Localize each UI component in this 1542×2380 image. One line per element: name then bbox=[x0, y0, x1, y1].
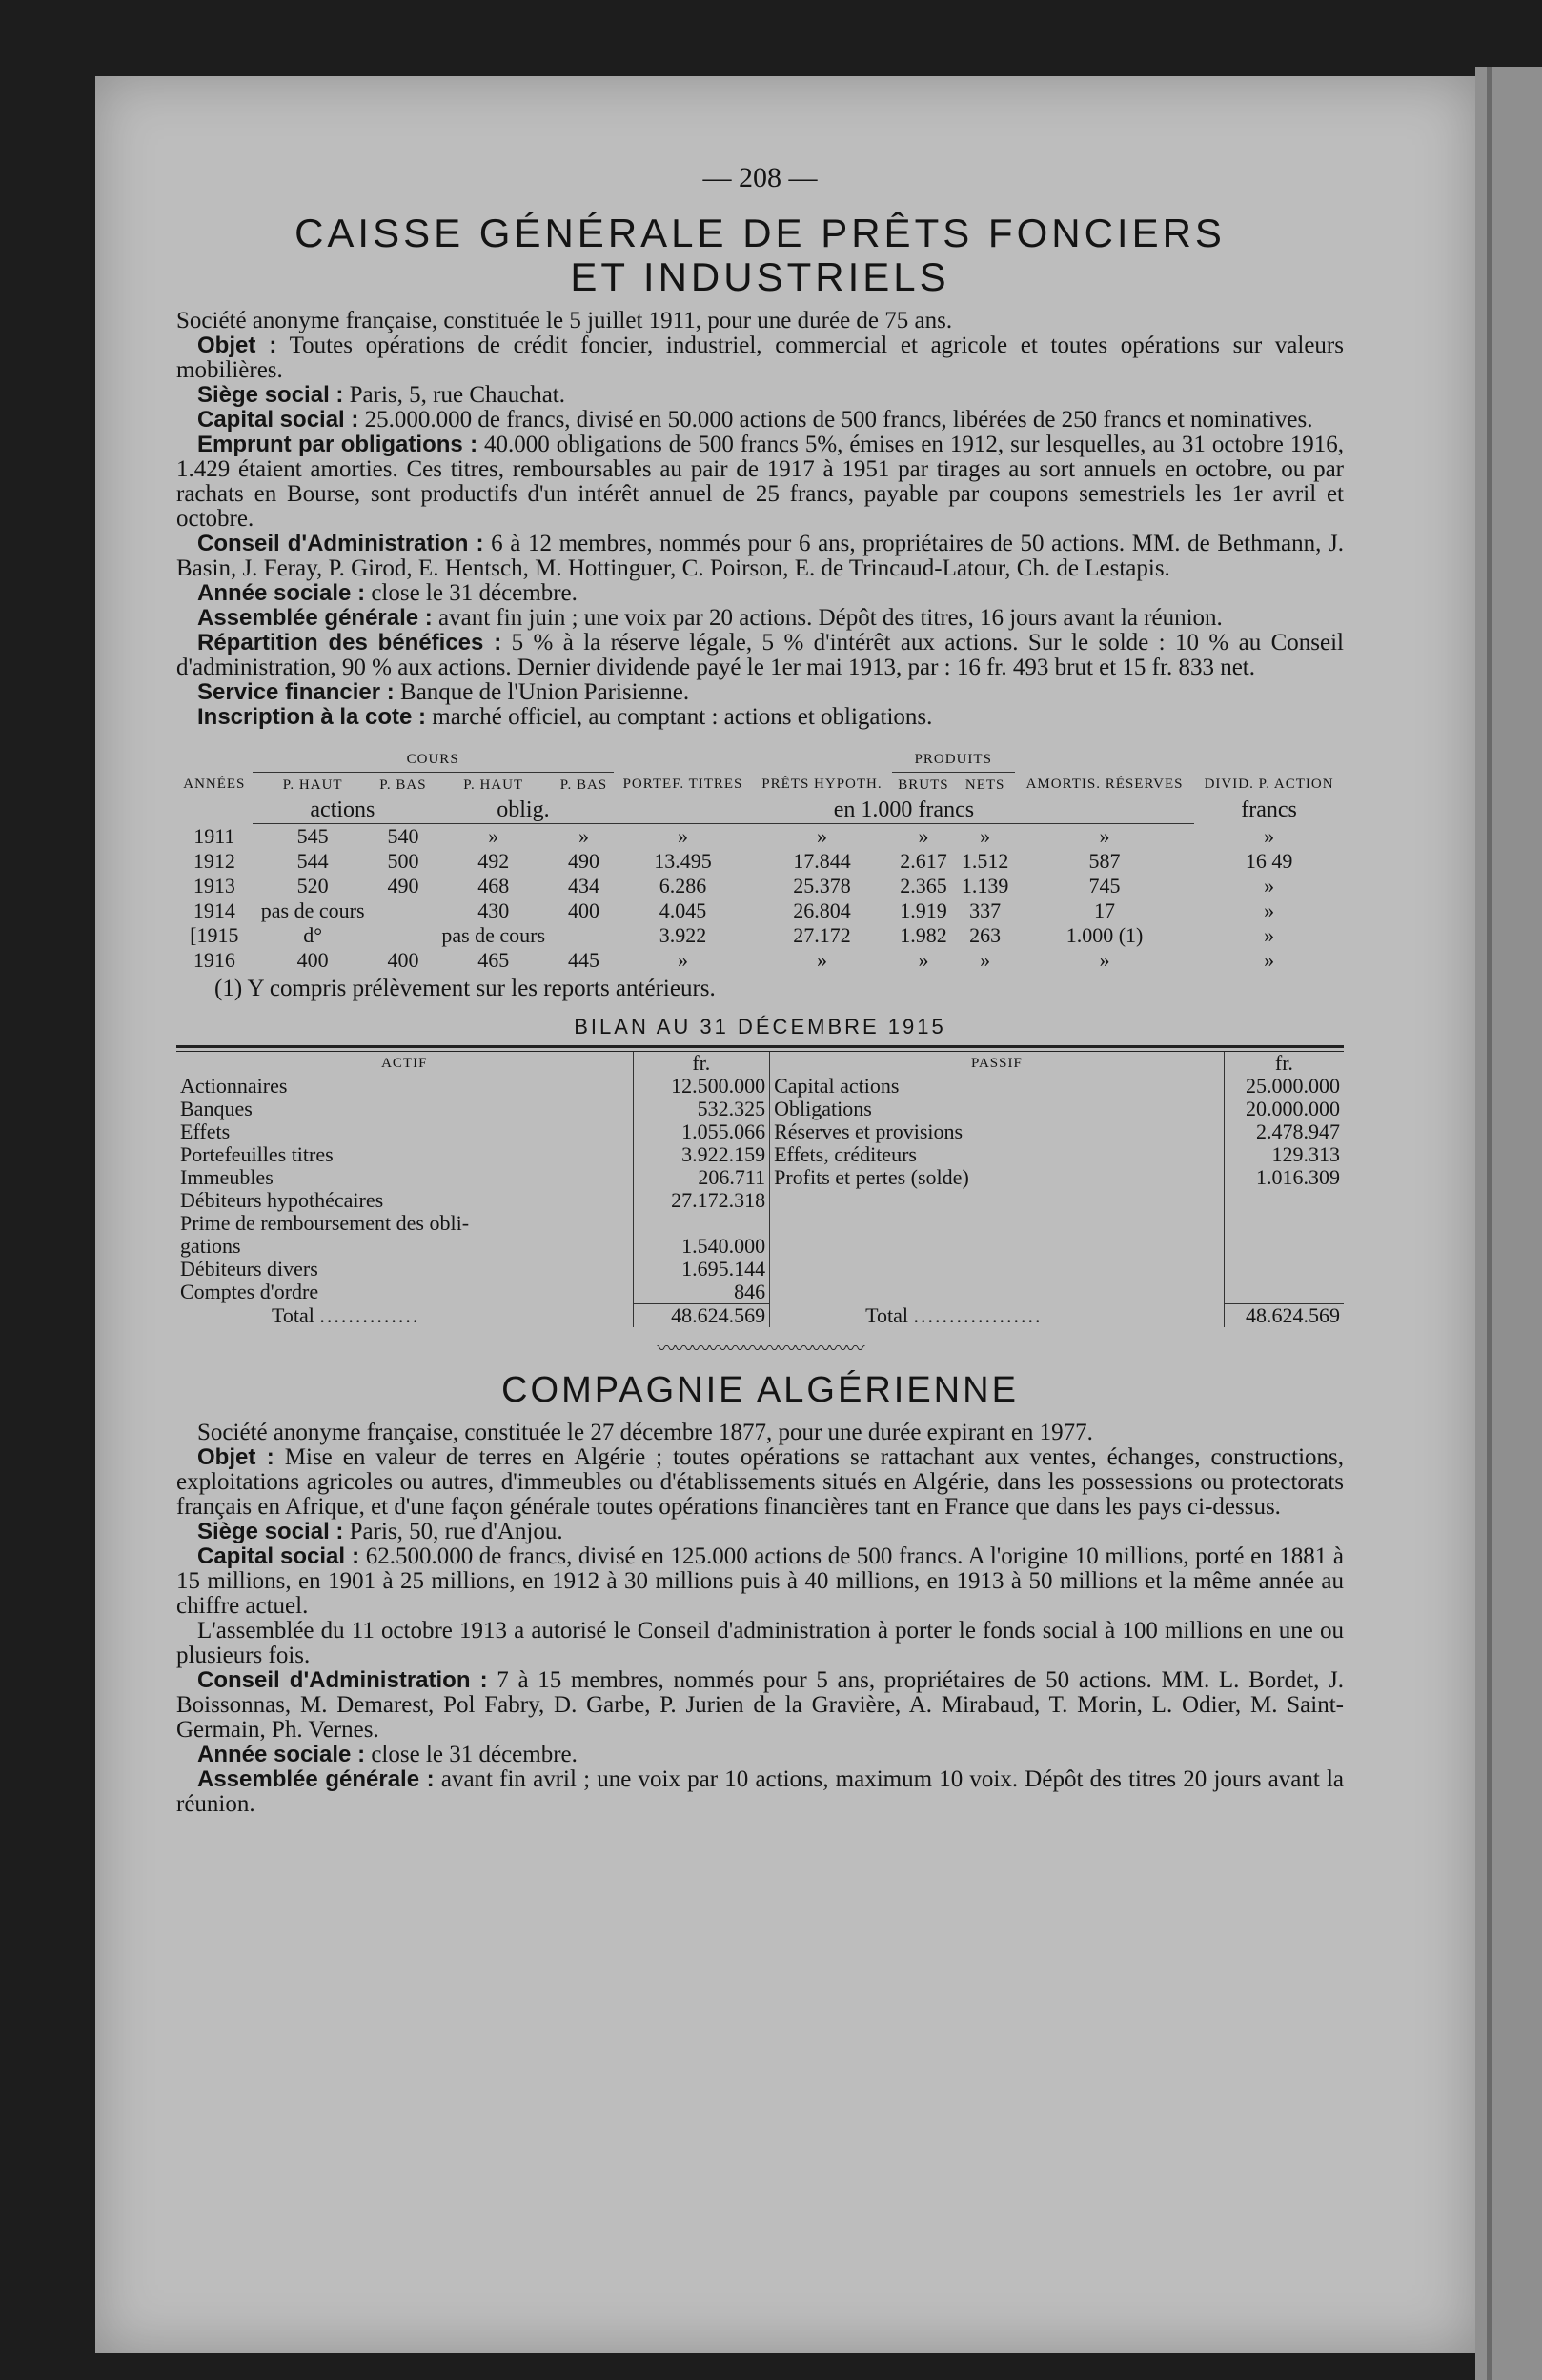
col-nets: NETS bbox=[964, 777, 1005, 793]
history-cell: pas de cours bbox=[260, 898, 365, 922]
passif-value bbox=[1224, 1281, 1344, 1304]
history-cell: 520 bbox=[296, 874, 329, 898]
caisse-service: Service financier : Banque de l'Union Parisienne. bbox=[197, 679, 690, 705]
history-cell: 3.922 bbox=[659, 923, 707, 947]
history-cell: » bbox=[678, 948, 688, 972]
history-cell: 745 bbox=[1088, 874, 1121, 898]
history-footnote: (1) Y compris prélèvement sur les reports antérieurs. bbox=[214, 976, 716, 1001]
history-cell: 465 bbox=[477, 948, 510, 972]
history-row bbox=[176, 923, 1344, 948]
history-cell: 25.378 bbox=[793, 874, 851, 898]
history-cell: » bbox=[918, 824, 929, 848]
bilan-rule bbox=[176, 1045, 1344, 1052]
history-cell: 445 bbox=[567, 948, 599, 972]
actif-value: 1.540.000 bbox=[633, 1235, 770, 1258]
passif-value: 25.000.000 bbox=[1224, 1075, 1344, 1098]
history-cell bbox=[554, 923, 613, 948]
bilan-table bbox=[176, 1052, 1344, 1327]
col-prets-hypoth: PRÊTS HYPOTH. bbox=[761, 777, 883, 793]
history-cell: 468 bbox=[477, 874, 510, 898]
history-column-header bbox=[176, 773, 1344, 798]
history-cell: 1.512 bbox=[961, 849, 1009, 873]
caisse-capital: Capital social : 25.000.000 de francs, divisé en 50.000 actions de 500 francs, libérées de 250 francs et nominatives. bbox=[197, 407, 1313, 433]
history-cell: 17 bbox=[1094, 898, 1116, 922]
bilan-row bbox=[176, 1212, 1344, 1235]
passif-label bbox=[770, 1189, 1225, 1212]
history-row bbox=[176, 948, 1344, 973]
history-cell: 400 bbox=[296, 948, 329, 972]
bilan-row bbox=[176, 1258, 1344, 1281]
actif-value bbox=[633, 1212, 770, 1235]
actif-unit: fr. bbox=[633, 1052, 770, 1075]
history-cell: 263 bbox=[969, 923, 1002, 947]
history-cell: 1.139 bbox=[961, 874, 1009, 898]
actif-value: 846 bbox=[633, 1281, 770, 1304]
actif-label: Effets bbox=[180, 1120, 231, 1143]
bilan-row bbox=[176, 1166, 1344, 1189]
passif-label: Capital actions bbox=[774, 1075, 900, 1098]
actif-label: Actionnaires bbox=[180, 1075, 288, 1098]
history-cell: » bbox=[918, 948, 929, 972]
passif-label: Profits et pertes (solde) bbox=[774, 1166, 969, 1189]
history-cell: 13.495 bbox=[654, 849, 712, 873]
history-cell: 1.982 bbox=[900, 923, 947, 947]
actif-value: 1.695.144 bbox=[633, 1258, 770, 1281]
actif-value: 206.711 bbox=[633, 1166, 770, 1189]
history-cell: » bbox=[1264, 823, 1275, 848]
passif-value bbox=[1224, 1258, 1344, 1281]
caisse-repartition: Répartition des bénéfices : 5 % à la réserve légale, 5 % d'intérêt aux actions. Sur le solde : 10 % au Conseil d'administration, 90 % aux actions. Dernier dividende payé le 1er mai 1913, par : 16 fr. 493 brut et 15 fr. 833 net. bbox=[176, 630, 1344, 680]
history-cell: » bbox=[1099, 824, 1110, 848]
history-cell: 2.365 bbox=[900, 874, 947, 898]
history-cell: » bbox=[1099, 948, 1110, 972]
history-cell: » bbox=[816, 948, 827, 972]
history-body bbox=[176, 824, 1344, 974]
bilan-row bbox=[176, 1098, 1344, 1120]
history-cell: 490 bbox=[387, 874, 419, 898]
history-cell: » bbox=[488, 824, 499, 848]
actif-label: Prime de remboursement des obli- bbox=[180, 1212, 470, 1235]
history-cell: 27.172 bbox=[793, 923, 851, 947]
actif-label: Immeubles bbox=[180, 1166, 274, 1189]
history-cell: » bbox=[578, 824, 589, 848]
history-cell: 1914 bbox=[193, 898, 235, 922]
caisse-objet: Objet : Toutes opérations de crédit foncier, industriel, commercial et agricole et toutes opérations sur valeurs mobilières. bbox=[176, 333, 1344, 383]
passif-total-label: Total .................. bbox=[865, 1303, 1043, 1327]
algerienne-title: COMPAGNIE ALGÉRIENNE bbox=[501, 1370, 1019, 1410]
col-bruts: BRUTS bbox=[898, 777, 949, 793]
alg-intro: Société anonyme française, constituée le 27 décembre 1877, pour une durée expirant en 1977. bbox=[197, 1420, 1093, 1445]
history-table bbox=[176, 747, 1344, 973]
passif-label bbox=[770, 1281, 1225, 1304]
history-cell: 337 bbox=[969, 898, 1002, 922]
alg-conseil: Conseil d'Administration : 7 à 15 membres, nommés pour 5 ans, propriétaires de 50 actions. MM. L. Bordet, J. Boissonnas, M. Demarest, Pol Fabry, D. Garbe, P. Jurien de la Gravière, A. Mirabaud, T. Morin, L. Odier, M. Saint-Germain, Ph. Vernes. bbox=[176, 1667, 1345, 1743]
actif-label: Portefeuilles titres bbox=[180, 1143, 334, 1166]
cours-header: COURS bbox=[253, 747, 614, 773]
history-cell: [1915 bbox=[190, 923, 239, 947]
history-cell: 545 bbox=[296, 824, 329, 848]
page-number: — 208 — bbox=[702, 162, 818, 193]
history-cell: 500 bbox=[387, 849, 419, 873]
history-units-row bbox=[176, 797, 1344, 824]
caisse-assemblee: Assemblée générale : avant fin juin ; une voix par 20 actions. Dépôt des titres, 16 jours avant la réunion. bbox=[197, 605, 1223, 631]
page-edge bbox=[1475, 67, 1542, 2380]
passif-label bbox=[770, 1235, 1225, 1258]
passif-value: 129.313 bbox=[1224, 1143, 1344, 1166]
bilan-row bbox=[176, 1143, 1344, 1166]
passif-value: 1.016.309 bbox=[1224, 1166, 1344, 1189]
actif-label: Débiteurs hypothécaires bbox=[180, 1189, 384, 1212]
col-pbas-oblig: P. BAS bbox=[559, 777, 608, 793]
history-cell: 492 bbox=[477, 849, 510, 873]
wave-divider: 〰〰〰〰〰〰〰〰〰〰〰〰 bbox=[657, 1339, 863, 1360]
history-row bbox=[176, 874, 1344, 898]
alg-assemblee: Assemblée générale : avant fin avril ; une voix par 10 actions, maximum 10 voix. Dépôt des titres 20 jours avant la réunion. bbox=[176, 1766, 1344, 1817]
alg-siege: Siège social : Paris, 50, rue d'Anjou. bbox=[197, 1519, 563, 1544]
passif-label: Effets, créditeurs bbox=[774, 1143, 917, 1166]
history-cell: 6.286 bbox=[659, 874, 707, 898]
passif-label: Obligations bbox=[774, 1098, 872, 1120]
history-cell: 16 49 bbox=[1245, 849, 1293, 873]
passif-value bbox=[1224, 1189, 1344, 1212]
actif-value: 27.172.318 bbox=[633, 1189, 770, 1212]
history-cell: » bbox=[1264, 898, 1275, 922]
bilan-row bbox=[176, 1281, 1344, 1304]
passif-value bbox=[1224, 1235, 1344, 1258]
col-phaut-oblig: P. HAUT bbox=[463, 777, 524, 793]
caisse-intro: Société anonyme française, constituée le 5 juillet 1911, pour une durée de 75 ans. bbox=[176, 308, 953, 333]
history-row bbox=[176, 898, 1344, 923]
bilan-title: BILAN AU 31 DÉCEMBRE 1915 bbox=[574, 1015, 946, 1039]
alg-assemblee-1913: L'assemblée du 11 octobre 1913 a autorisé le Conseil d'administration à porter le fonds social à 100 millions en une ou plusieurs fois. bbox=[176, 1618, 1344, 1668]
history-row bbox=[176, 824, 1344, 850]
history-cell: » bbox=[1264, 923, 1275, 947]
history-cell: » bbox=[816, 824, 827, 848]
col-divid: DIVID. P. ACTION bbox=[1204, 777, 1334, 793]
passif-label bbox=[770, 1212, 1225, 1235]
history-cell: » bbox=[1264, 948, 1275, 972]
actif-value: 532.325 bbox=[633, 1098, 770, 1120]
col-amortis-reserves: AMORTIS. RÉSERVES bbox=[1025, 777, 1184, 793]
history-cell: d° bbox=[303, 923, 323, 947]
history-cell: 1.919 bbox=[900, 898, 947, 922]
passif-unit: fr. bbox=[1224, 1052, 1344, 1075]
history-cell: 544 bbox=[296, 849, 329, 873]
history-cell bbox=[374, 923, 433, 948]
history-cell: 434 bbox=[567, 874, 599, 898]
caisse-title-line1: CAISSE GÉNÉRALE DE PRÊTS FONCIERS bbox=[294, 211, 1226, 255]
history-cell: 4.045 bbox=[659, 898, 707, 922]
caisse-emprunt: Emprunt par obligations : 40.000 obligations de 500 francs 5%, émises en 1912, sur lesquelles, au 31 octobre 1916, 1.429 étaient amorties. Ces titres, remboursables au pair de 1917 à 1951 par tirages au sort annuels en octobre, ou par rachats en Bourse, sont productifs d'un intérêt annuel de 25 francs, payable par coupons semestriels les 1er avril et octobre. bbox=[176, 432, 1345, 532]
bilan-body bbox=[176, 1075, 1344, 1304]
caisse-conseil: Conseil d'Administration : 6 à 12 membres, nommés pour 6 ans, propriétaires de 50 actions. MM. de Bethmann, J. Basin, J. Feray, P. Girod, E. Hentsch, M. Hottinguer, C. Poirson, E. de Trincaud-Latour, Ch. de Lestapis. bbox=[176, 531, 1345, 581]
caisse-annee: Année sociale : close le 31 décembre. bbox=[197, 580, 578, 606]
history-cell: 17.844 bbox=[793, 849, 851, 873]
history-cell: 430 bbox=[477, 898, 510, 922]
history-cell: 2.617 bbox=[900, 849, 947, 873]
caisse-inscription: Inscription à la cote : marché officiel, au comptant : actions et obligations. bbox=[197, 704, 933, 730]
bilan-total-row bbox=[176, 1304, 1344, 1328]
produits-header: PRODUITS bbox=[892, 747, 1015, 773]
bilan-row bbox=[176, 1189, 1344, 1212]
actif-value: 1.055.066 bbox=[633, 1120, 770, 1143]
caisse-title-line2: ET INDUSTRIELS bbox=[570, 254, 950, 299]
history-cell: 1912 bbox=[193, 849, 235, 873]
history-cell: 1911 bbox=[193, 823, 235, 848]
passif-label bbox=[770, 1258, 1225, 1281]
history-cell: » bbox=[980, 948, 991, 972]
history-cell: » bbox=[678, 824, 688, 848]
history-cell: 1916 bbox=[193, 948, 235, 972]
bilan-row bbox=[176, 1075, 1344, 1098]
unit-mille: en 1.000 francs bbox=[614, 797, 1195, 824]
col-portef-titres: PORTEF. TITRES bbox=[622, 777, 743, 793]
actif-total-label: Total .............. bbox=[272, 1303, 420, 1327]
page-content bbox=[176, 162, 1344, 1817]
actif-label: Débiteurs divers bbox=[180, 1258, 318, 1281]
actif-total-value: 48.624.569 bbox=[633, 1304, 770, 1328]
passif-label: Réserves et provisions bbox=[774, 1120, 964, 1143]
history-cell: 490 bbox=[567, 849, 599, 873]
col-pbas-actions: P. BAS bbox=[379, 777, 427, 793]
history-cell: 400 bbox=[387, 948, 419, 972]
alg-annee: Année sociale : close le 31 décembre. bbox=[197, 1742, 578, 1767]
actif-label: gations bbox=[180, 1235, 241, 1258]
alg-capital: Capital social : 62.500.000 de francs, divisé en 125.000 actions de 500 francs. A l'origine 10 millions, porté en 1881 à 15 millions, en 1901 à 25 millions, en 1912 à 30 millions puis à 40 millions, en 1913 à 50 millions et la même année au chiffre actuel. bbox=[176, 1543, 1344, 1619]
actif-value: 3.922.159 bbox=[633, 1143, 770, 1166]
passif-total-value: 48.624.569 bbox=[1224, 1304, 1344, 1328]
passif-value: 2.478.947 bbox=[1224, 1120, 1344, 1143]
actif-label: Banques bbox=[180, 1098, 253, 1120]
history-cell: pas de cours bbox=[441, 923, 546, 947]
passif-value bbox=[1224, 1212, 1344, 1235]
actif-header: ACTIF bbox=[381, 1056, 428, 1071]
bilan-row bbox=[176, 1120, 1344, 1143]
passif-header: PASSIF bbox=[971, 1056, 1023, 1071]
history-cell: 540 bbox=[387, 824, 419, 848]
history-cell: » bbox=[1264, 874, 1275, 898]
history-group-header bbox=[176, 747, 1344, 773]
history-row bbox=[176, 849, 1344, 874]
unit-actions: actions bbox=[253, 797, 434, 824]
caisse-siege: Siège social : Paris, 5, rue Chauchat. bbox=[197, 382, 565, 408]
history-cell: 1.000 (1) bbox=[1065, 923, 1144, 947]
history-cell: » bbox=[980, 824, 991, 848]
col-phaut-actions: P. HAUT bbox=[282, 777, 343, 793]
passif-value: 20.000.000 bbox=[1224, 1098, 1344, 1120]
unit-oblig: oblig. bbox=[433, 797, 614, 824]
history-cell: 1913 bbox=[193, 874, 235, 898]
history-cell bbox=[374, 898, 433, 923]
actif-label: Comptes d'ordre bbox=[180, 1281, 319, 1304]
page-edge-shadow bbox=[1487, 67, 1492, 2380]
bilan-row bbox=[176, 1235, 1344, 1258]
col-annees: ANNÉES bbox=[183, 777, 246, 793]
unit-francs: francs bbox=[1241, 797, 1297, 823]
history-cell: 26.804 bbox=[793, 898, 851, 922]
history-cell: 400 bbox=[567, 898, 599, 922]
history-cell: 587 bbox=[1088, 849, 1121, 873]
alg-objet: Objet : Mise en valeur de terres en Algérie ; toutes opérations se rattachant aux ventes, échanges, constructions, exploitations agricoles ou autres, d'immeubles ou d'établissements situés en Algérie, dans les possessions ou protectorats français en Afrique, et d'une façon générale toutes opérations financières tant en France que dans les pays ci-dessus. bbox=[176, 1444, 1345, 1520]
bilan-header-row bbox=[176, 1052, 1344, 1075]
actif-value: 12.500.000 bbox=[633, 1075, 770, 1098]
